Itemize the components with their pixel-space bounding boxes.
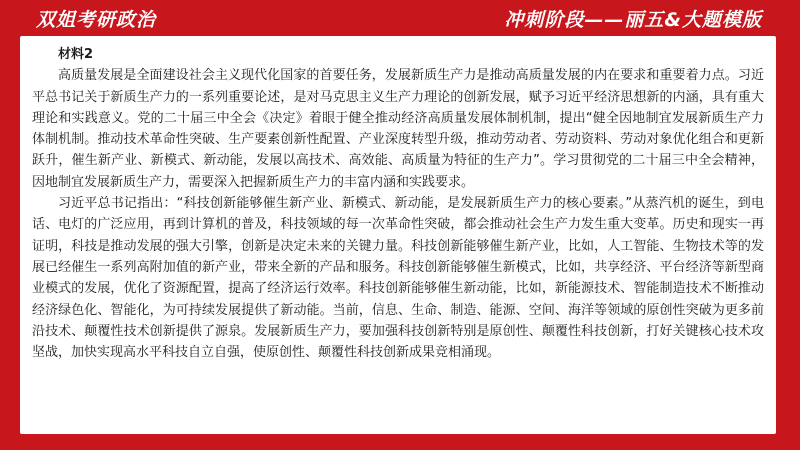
header-bar — [0, 0, 800, 34]
material-paragraph-2: 习近平总书记指出：“科技创新能够催生新产业、新模式、新动能，是发展新质生产力的核心要素。”从蒸汽机的诞生，到电话、电灯的广泛应用，再到计算机的普及，科技领域的每一次革命性突破，都会推动社会生产力发生重大变革。历史和现实一再证明，科技是推动发展的强大引擎，创新是决定未来的关键力量。科技创新能够催生新产业，比如，人工智能、生物技术等的发展已经催生一系列高附加值的新产业，带来全新的产品和服务。科技创新能够催生新模式，比如，共享经济、平台经济等新型商业模式的发展，优化了资源配置，提高了经济运行效率。科技创新能够催生新动能，比如，新能源技术、智能制造技术不断推动经济绿色化、智能化，为可持续发展提供了新动能。当前，信息、生命、制造、能源、空间、海洋等领域的原创性突破为更多前沿技术、颠覆性技术创新提供了源泉。发展新质生产力，要加强科技创新特别是原创性、颠覆性科技创新，打好关键核心技术攻坚战，加快实现高水平科技自立自强，使原创性、颠覆性科技创新成果竞相涌现。 — [32, 196, 764, 361]
material-heading: 材料2 — [58, 47, 94, 62]
brand-title: 双姐考研政治 — [36, 9, 157, 31]
content-panel — [20, 36, 776, 434]
slide-subtitle: 冲刺阶段——丽五&大题模版 — [504, 9, 762, 31]
material-paragraph-1: 高质量发展是全面建设社会主义现代化国家的首要任务，发展新质生产力是推动高质量发展的内在要求和重要着力点。习近平总书记关于新质生产力的一系列重要论述，是对马克思主义生产力理论的创新发展，赋予习近平经济思想新的内涵，具有重大理论和实践意义。党的二十届三中全会《决定》着眼于健全推动经济高质量发展体制机制，提出“健全因地制宜发展新质生产力体制机制。推动技术革命性突破、生产要素创新性配置、产业深度转型升级，推动劳动者、劳动资料、劳动对象优化组合和更新跃升，催生新产业、新模式、新动能，发展以高技术、高效能、高质量为特征的生产力”。学习贯彻党的二十届三中全会精神，因地制宜发展新质生产力，需要深入把握新质生产力的丰富内涵和实践要求。 — [32, 68, 764, 190]
material-content — [32, 44, 764, 363]
